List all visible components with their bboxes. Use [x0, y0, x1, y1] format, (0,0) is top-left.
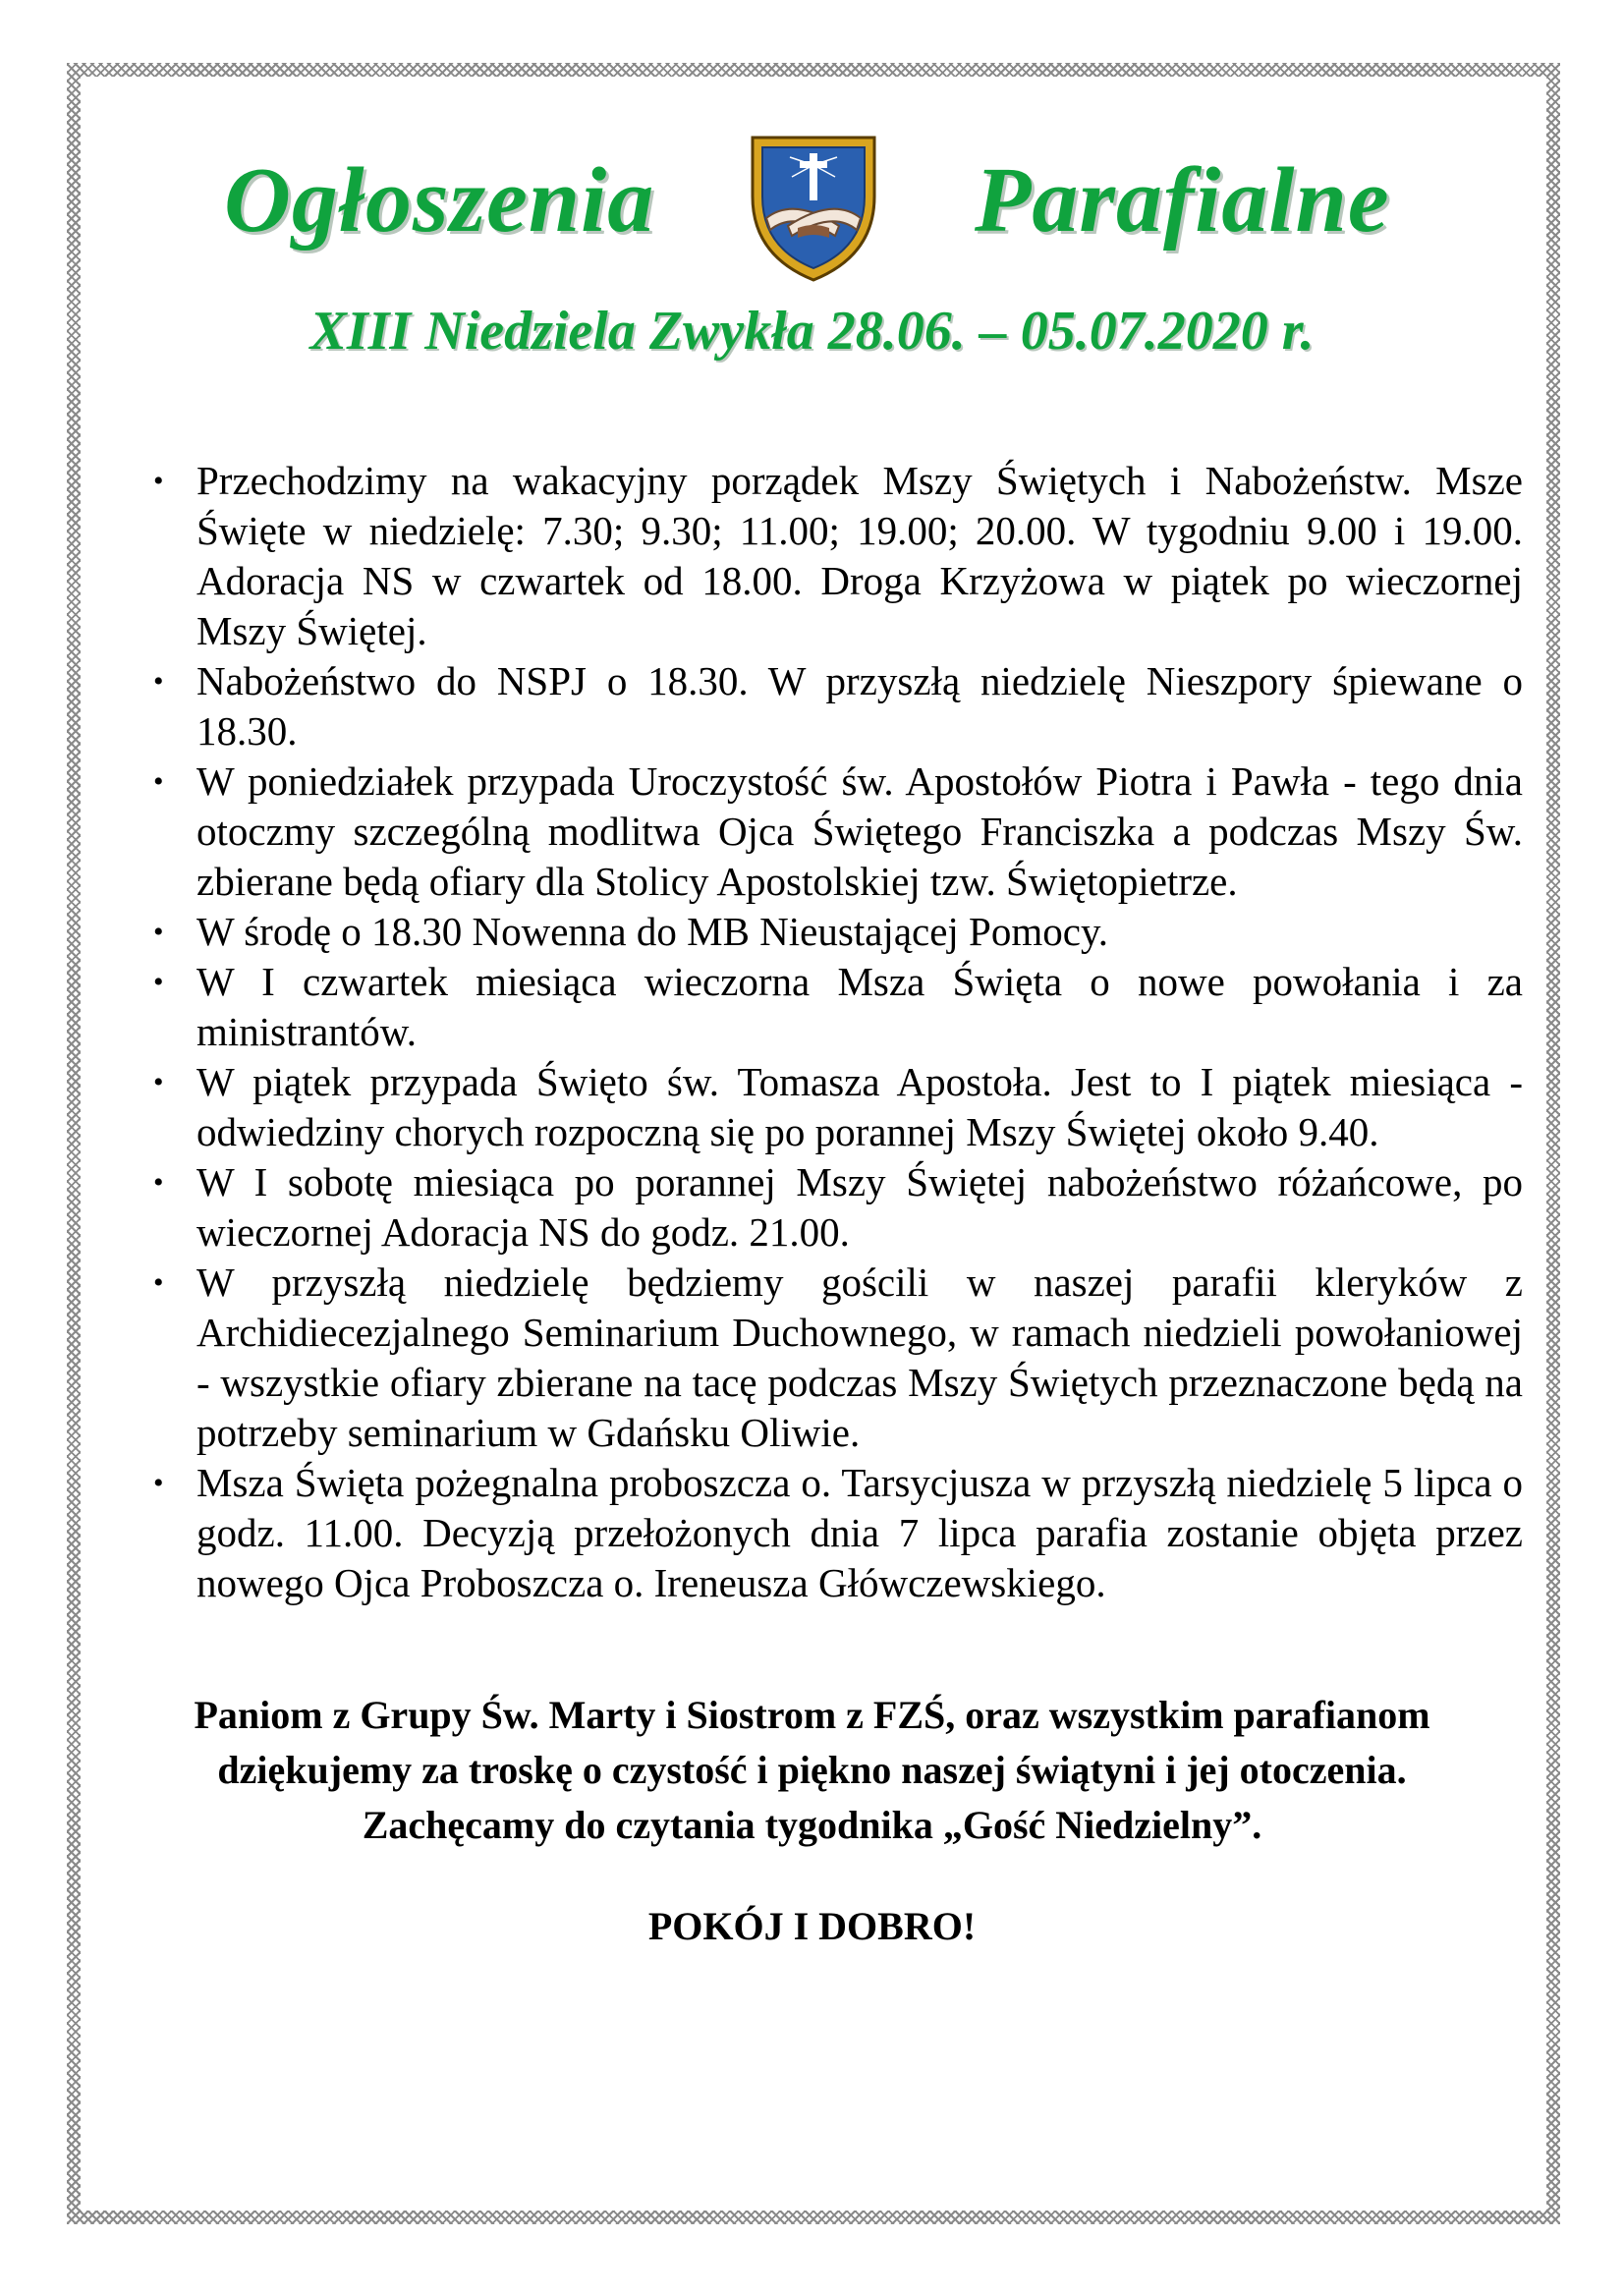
announcements-list: [147, 456, 1523, 1608]
bullet-icon: •: [153, 1066, 164, 1098]
motto: POKÓJ I DOBRO!: [647, 1904, 977, 1948]
bullet-icon: •: [153, 465, 164, 497]
announcement-text: Msza Święta pożegnalna proboszcza o. Tarsycjusza w przyszłą niedzielę 5 lipca o godz. 11.00. Decyzją przełożonych dnia 7 lipca parafia zostanie objęta przez nowego Ojca Proboszcza o. Ireneusza Główczewskiego.: [196, 1460, 1523, 1605]
list-item: [147, 1458, 1523, 1608]
bullet-icon: •: [153, 665, 164, 698]
list-item: [147, 907, 1523, 957]
closing-line: dziękujemy za troskę o czystość i piękno naszej świątyni i jej otoczenia.: [217, 1748, 1407, 1792]
bullet-icon: •: [153, 966, 164, 998]
list-item: [147, 756, 1523, 907]
bullet-icon: •: [153, 765, 164, 798]
announcement-text: W piątek przypada Święto św. Tomasza Apostoła. Jest to I piątek miesiąca - odwiedziny chorych rozpoczną się po porannej Mszy Świętej około 9.40.: [196, 1059, 1523, 1154]
closing-line: Paniom z Grupy Św. Marty i Siostrom z FZŚ, oraz wszystkim parafianom: [194, 1693, 1430, 1737]
closing-thanks: [79, 1688, 1545, 1853]
closing-line: Zachęcamy do czytania tygodnika „Gość Niedzielny”.: [362, 1803, 1262, 1847]
title-left-word: Ogłoszenia: [224, 149, 655, 252]
announcement-text: Przechodzimy na wakacyjny porządek Mszy Świętych i Nabożeństw. Msze Święte w niedzielę: 7.30; 9.30; 11.00; 19.00; 20.00. W tygodniu 9.00 i 19.00. Adoracja NS w czwartek od 18.00. Droga Krzyżowa w piątek po wieczornej Mszy Świętej.: [196, 458, 1523, 653]
announcement-text: Nabożeństwo do NSPJ o 18.30. W przyszłą niedzielę Nieszpory śpiewane o 18.30.: [196, 658, 1523, 754]
page-subtitle: XIII Niedziela Zwykła 28.06. – 05.07.2020 r.: [309, 301, 1315, 362]
title-right-word: Parafialne: [975, 149, 1390, 252]
coat-of-arms-icon: [745, 128, 882, 285]
bullet-icon: •: [153, 1166, 164, 1199]
announcement-text: W przyszłą niedzielę będziemy gościli w naszej parafii kleryków z Archidiecezjalnego Seminarium Duchownego, w ramach niedzieli powołaniowej - wszystkie ofiary zbierane na tacę podczas Mszy Świętych przeznaczone będą na potrzeby seminarium w Gdańsku Oliwie.: [196, 1259, 1523, 1455]
bullet-icon: •: [153, 916, 164, 948]
list-item: [147, 1057, 1523, 1157]
list-item: [147, 1157, 1523, 1258]
announcement-text: W I sobotę miesiąca po porannej Mszy Świętej nabożeństwo różańcowe, po wieczornej Adoracja NS do godz. 21.00.: [196, 1159, 1523, 1255]
list-item: [147, 957, 1523, 1057]
announcement-text: W I czwartek miesiąca wieczorna Msza Święta o nowe powołania i za ministrantów.: [196, 959, 1523, 1054]
list-item: [147, 456, 1523, 656]
page-header: [0, 147, 1624, 305]
bullet-icon: •: [153, 1467, 164, 1499]
list-item: [147, 656, 1523, 756]
announcement-text: W środę o 18.30 Nowenna do MB Nieustającej Pomocy.: [196, 909, 1109, 954]
announcement-text: W poniedziałek przypada Uroczystość św. Apostołów Piotra i Pawła - tego dnia otoczmy szczególną modlitwa Ojca Świętego Franciszka a podczas Mszy Św. zbierane będą ofiary dla Stolicy Apostolskiej tzw. Świętopietrze.: [196, 758, 1523, 904]
list-item: [147, 1258, 1523, 1458]
bullet-icon: •: [153, 1266, 164, 1299]
